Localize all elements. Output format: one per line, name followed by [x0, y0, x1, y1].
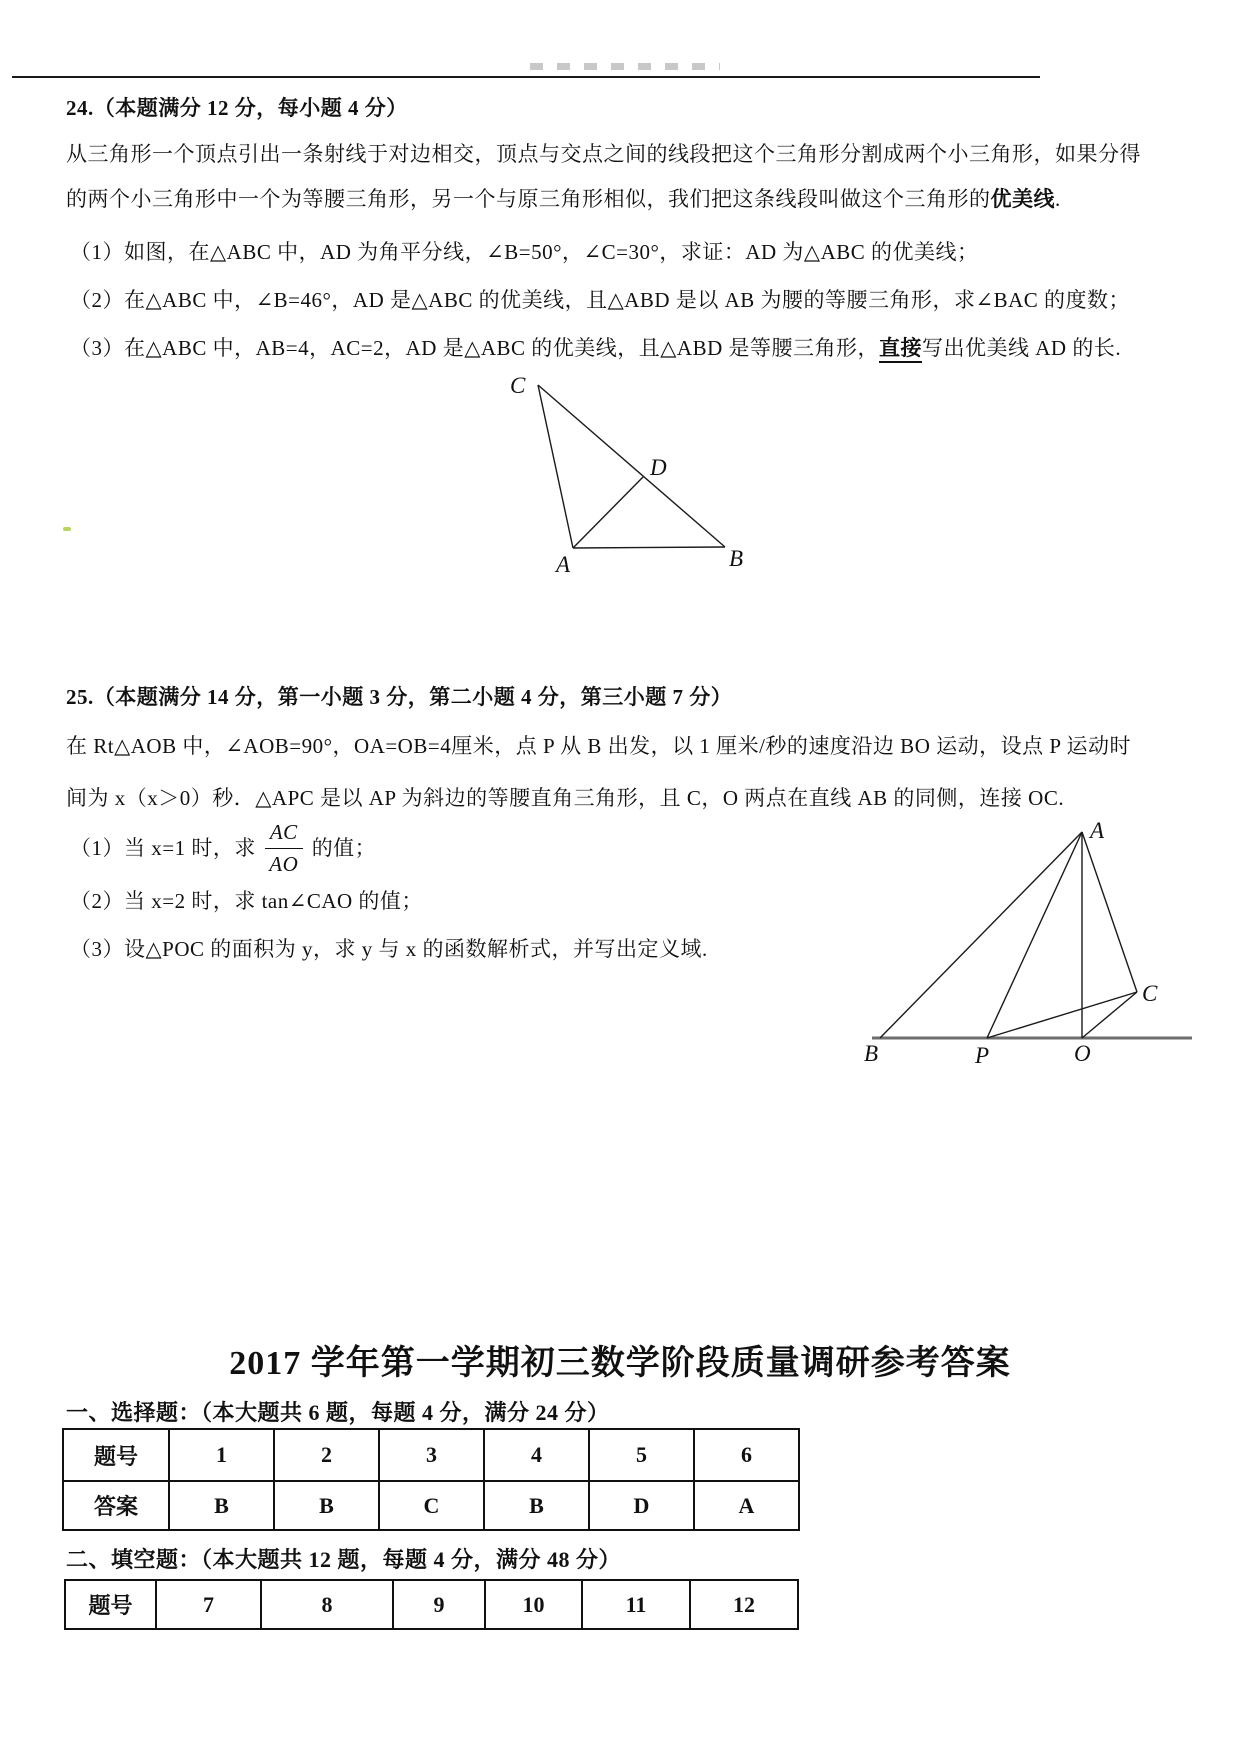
table-cell: 5 [589, 1429, 694, 1481]
vertex-label-A: A [1090, 818, 1105, 843]
vertex-label-A: A [556, 552, 571, 577]
table-cell: 12 [690, 1580, 798, 1629]
fraction-numerator: AC [265, 820, 303, 848]
table-cell: D [589, 1481, 694, 1530]
problem-25-part2: （2）当 x=2 时，求 tan∠CAO 的值； [70, 889, 423, 913]
vertex-label-C: C [1142, 981, 1158, 1006]
problem-24-intro-line1: 从三角形一个顶点引出一条射线于对边相交，顶点与交点之间的线段把这个三角形分割成两个小三角形，如果分得 [66, 142, 1141, 166]
stray-green-mark [63, 527, 71, 531]
segment-AC [1082, 832, 1137, 992]
problem-24-term-youmeixian: 优美线 [990, 187, 1055, 211]
segment-OC [1082, 992, 1137, 1038]
table-cell: 6 [694, 1429, 799, 1481]
problem-24-part1: （1）如图，在△ABC 中，AD 为角平分线，∠B=50°，∠C=30°，求证：AD 为△ABC 的优美线； [70, 240, 979, 264]
segment-AP [987, 832, 1082, 1038]
problem-24-part3-emphasis: 直接 [879, 336, 922, 363]
problem-24-intro-line2 [66, 189, 1061, 210]
problem-25-part1-text: （1）当 x=1 时，求 [70, 835, 256, 860]
problem-24-intro-line2-text: 的两个小三角形中一个为等腰三角形，另一个与原三角形相似，我们把这条线段叫做这个三角形的 [66, 187, 991, 211]
segment-PC [987, 992, 1137, 1038]
table-cell: 答案 [63, 1481, 169, 1530]
problem-24-triangle-figure [440, 362, 780, 587]
problem-24-part3 [70, 338, 1121, 359]
table-cell: 11 [582, 1580, 690, 1629]
problem-24-intro-line2-end: . [1055, 187, 1061, 211]
vertex-label-B: B [864, 1041, 879, 1066]
answer-key-title: 2017 学年第一学期初三数学阶段质量调研参考答案 [229, 1345, 1011, 1382]
table-cell: B [484, 1481, 589, 1530]
table-cell: 1 [169, 1429, 274, 1481]
top-divider-line [12, 76, 1040, 78]
table-cell: 9 [393, 1580, 485, 1629]
problem-25-part1-end: 的值； [311, 835, 377, 860]
segment-AD [573, 477, 643, 548]
table-cell: 题号 [63, 1429, 169, 1481]
problem-25-part3: （3）设△POC 的面积为 y，求 y 与 x 的函数解析式，并写出定义域. [70, 937, 708, 961]
table-cell: B [169, 1481, 274, 1530]
table-cell: 2 [274, 1429, 379, 1481]
segment-CB [538, 385, 725, 547]
vertex-label-D: D [650, 455, 667, 480]
table-cell: 3 [379, 1429, 484, 1481]
table-row [65, 1580, 798, 1629]
vertex-label-P: P [975, 1043, 990, 1068]
table-cell: B [274, 1481, 379, 1530]
page-cut-remnant [530, 63, 720, 70]
fill-in-answers-table [64, 1579, 799, 1630]
problem-25-part1 [70, 822, 376, 874]
fraction-denominator: AO [269, 851, 299, 876]
segment-AB [573, 547, 725, 548]
problem-25-heading: 25.（本题满分 14 分，第一小题 3 分，第二小题 4 分，第三小题 7 分） [66, 685, 733, 709]
table-cell: 7 [156, 1580, 261, 1629]
table-cell: 8 [261, 1580, 393, 1629]
vertex-label-C: C [510, 373, 526, 398]
vertex-label-O: O [1074, 1041, 1091, 1066]
problem-24-part2: （2）在△ABC 中，∠B=46°，AD 是△ABC 的优美线，且△ABD 是以 AB 为腰的等腰三角形，求∠BAC 的度数； [70, 288, 1131, 312]
problem-25-triangle-figure [850, 815, 1205, 1070]
problem-24-part3-text: （3）在△ABC 中，AB=4，AC=2，AD 是△ABC 的优美线，且△ABD 是等腰三角形， [70, 336, 880, 360]
choice-section-heading: 一、选择题：（本大题共 6 题，每题 4 分，满分 24 分） [66, 1400, 610, 1425]
table-cell: 4 [484, 1429, 589, 1481]
table-row [63, 1429, 799, 1481]
problem-24-part3-end: 写出优美线 AD 的长. [922, 336, 1122, 360]
segment-CA [538, 385, 573, 548]
problem-25-intro-line2: 间为 x（x＞0）秒．△APC 是以 AP 为斜边的等腰直角三角形，且 C，O 两点在直线 AB 的同侧，连接 OC. [66, 786, 1065, 810]
table-cell: C [379, 1481, 484, 1530]
fill-in-section-heading: 二、填空题：（本大题共 12 题，每题 4 分，满分 48 分） [66, 1547, 622, 1572]
choice-answers-table [62, 1428, 800, 1531]
problem-25-intro-line1: 在 Rt△AOB 中，∠AOB=90°，OA=OB=4厘米，点 P 从 B 出发，以 1 厘米/秒的速度沿边 BO 运动，设点 P 运动时 [66, 734, 1132, 758]
segment-AB [880, 832, 1082, 1038]
vertex-label-B: B [729, 546, 744, 571]
problem-24-heading: 24.（本题满分 12 分，每小题 4 分） [66, 96, 408, 120]
table-row [63, 1481, 799, 1530]
table-cell: 10 [485, 1580, 582, 1629]
table-cell: 题号 [65, 1580, 156, 1629]
fraction-AC-over-AO [265, 820, 303, 875]
table-cell: A [694, 1481, 799, 1530]
